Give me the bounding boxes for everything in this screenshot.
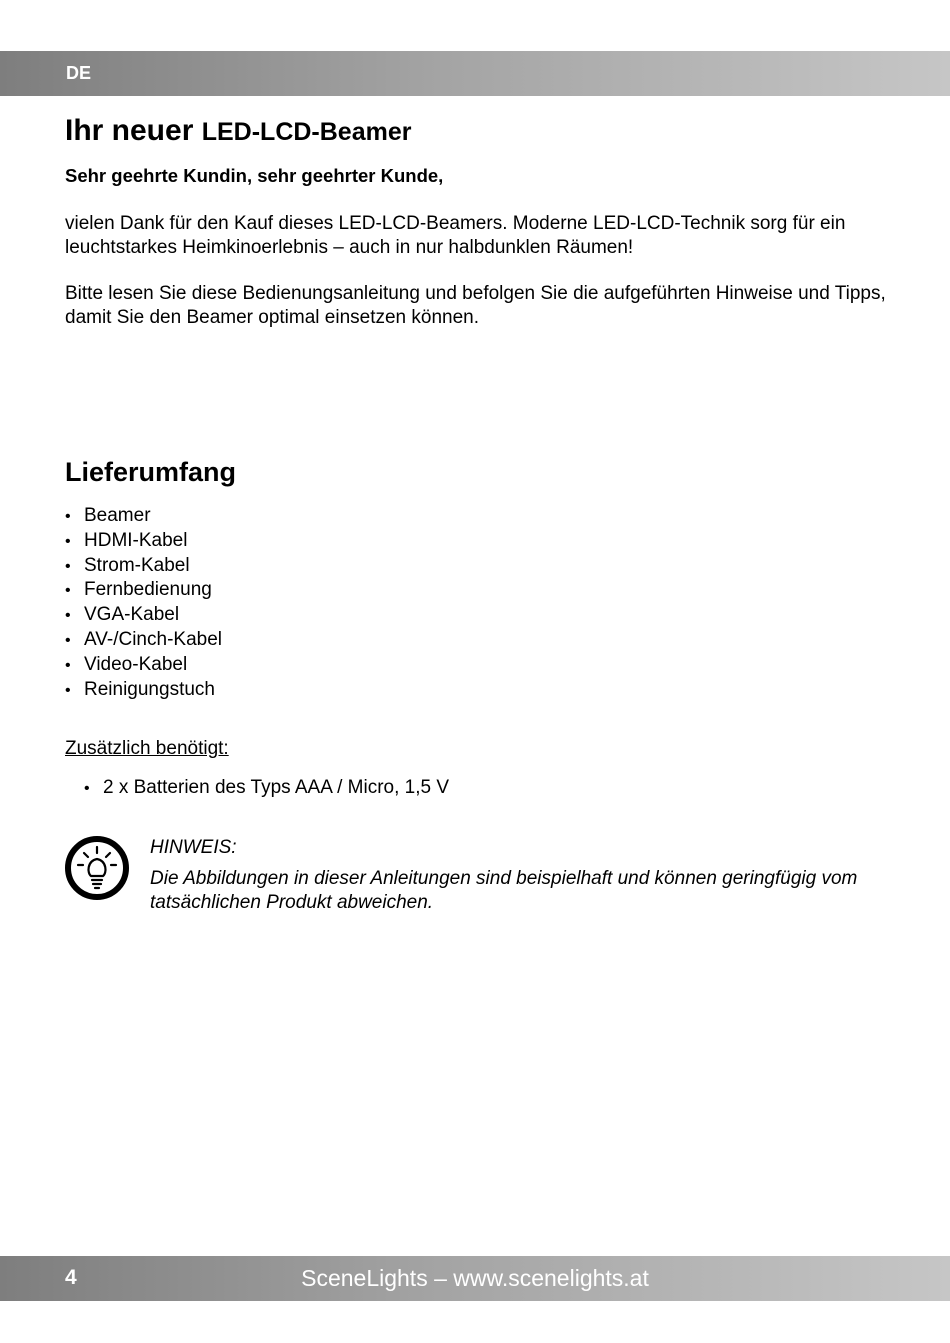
footer-bar [0,1256,950,1301]
bullet-icon: • [65,607,71,625]
list-item-label: Beamer [84,505,151,526]
language-code: DE [66,63,92,83]
list-item-label: Strom-Kabel [84,554,190,576]
list-item [65,578,222,603]
page-number: 4 [65,1266,77,1289]
bullet-icon: • [65,557,71,575]
bullet-icon: • [65,631,71,649]
list-item-label: Fernbedienung [84,579,212,601]
intro-paragraph: vielen Dank für den Kauf dieses LED-LCD-Beamers. Moderne LED-LCD-Technik sorg für ein leuchtstarkes Heimkinoerlebnis – auch in nur halbdunklen Räumen! [65,213,846,258]
list-item-label: HDMI-Kabel [84,529,188,551]
list-item [65,554,222,579]
delivery-list [65,504,222,702]
section-title-delivery: Lieferumfang [65,457,237,487]
list-item [65,628,222,653]
header-bar [0,51,950,96]
list-item [65,653,222,678]
list-item [65,504,222,529]
list-item [65,529,222,554]
bullet-icon: • [65,582,71,600]
salutation: Sehr geehrte Kundin, sehr geehrter Kunde, [65,165,444,186]
title-product: LED-LCD-Beamer [201,118,412,146]
instructions-paragraph: Bitte lesen Sie diese Bedienungsanleitung und befolgen Sie die aufgeführten Hinweise und Tipps, damit Sie den Beamer optimal einsetzen können. [65,283,886,328]
hint-title: HINWEIS: [150,837,237,858]
list-item-label: 2 x Batterien des Typs AAA / Micro, 1,5 V [103,777,450,798]
bullet-icon: • [84,780,90,797]
footer-brand-url: SceneLights – www.scenelights.at [301,1265,649,1291]
list-item-label: VGA-Kabel [84,604,180,626]
bullet-icon: • [65,508,71,525]
bullet-icon: • [65,532,71,550]
page-title [65,114,411,148]
hint-text: Die Abbildungen in dieser Anleitungen sind beispielhaft und können geringfügig vom tatsächlichen Produkt abweichen. [150,868,858,913]
additional-requirements-label: Zusätzlich benötigt: [65,738,229,759]
additional-requirements-list [84,776,449,801]
list-item-label: AV-/Cinch-Kabel [84,628,222,650]
list-item [65,678,222,703]
bullet-icon: • [65,681,71,699]
lightbulb-icon [64,835,130,901]
list-item-label: Video-Kabel [84,653,188,675]
list-item-label: Reinigungstuch [84,678,215,700]
title-main: Ihr neuer [65,114,194,147]
bullet-icon: • [65,656,71,674]
list-item [65,603,222,628]
list-item [84,776,449,801]
